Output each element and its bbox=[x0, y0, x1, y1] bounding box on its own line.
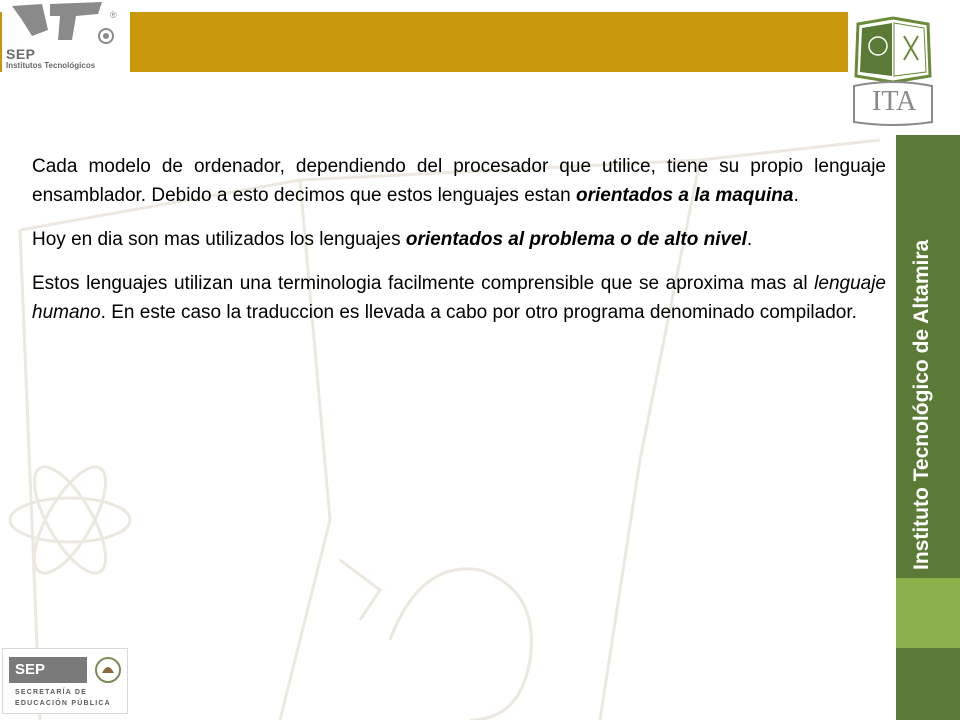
sidebar-vertical-title: Instituto Tecnológico de Altamira bbox=[910, 239, 933, 570]
header-bar bbox=[0, 12, 896, 72]
sep-footer-logo bbox=[2, 648, 128, 714]
sep-footer-line2: EDUCACIÓN PÚBLICA bbox=[15, 700, 111, 707]
paragraph-3-text: Estos lenguajes utilizan una terminologia facilmente comprensible que se aproxima mas al bbox=[32, 273, 815, 294]
paragraph-3 bbox=[32, 269, 886, 327]
sep-logo-text: SEP bbox=[6, 46, 36, 62]
paragraph-3-end: . En este caso la traduccion es llevada a cabo por otro programa denominado compilador. bbox=[100, 302, 857, 323]
paragraph-1-text: Cada modelo de ordenador, dependiendo del procesador que utilice, tiene su propio lenguaje ensamblador. Debido a esto decimos que estos lenguajes estan bbox=[32, 156, 886, 206]
paragraph-1 bbox=[32, 152, 886, 210]
paragraph-3-emphasis: lenguaje humano bbox=[32, 273, 886, 323]
paragraph-2-end: . bbox=[746, 229, 753, 250]
paragraph-1-emphasis: orientados a la maquina bbox=[575, 185, 794, 206]
paragraph-1-end: . bbox=[793, 185, 799, 206]
ita-emblem-text: ITA bbox=[872, 86, 917, 117]
sidebar-accent-block bbox=[896, 578, 960, 648]
sep-footer-line1: SECRETARÍA DE bbox=[15, 689, 87, 696]
it-logo-icon bbox=[2, 0, 130, 46]
institutos-logo-text: Institutos Tecnológicos bbox=[6, 61, 96, 70]
paragraph-2 bbox=[32, 225, 886, 254]
paragraph-2-text: Hoy en dia son mas utilizados los lenguajes bbox=[32, 229, 406, 250]
registered-mark: ® bbox=[110, 10, 117, 20]
sep-it-logo bbox=[2, 0, 130, 74]
mexico-eagle-icon bbox=[93, 655, 123, 685]
slide-body bbox=[32, 152, 886, 342]
sep-box: SEP bbox=[9, 657, 87, 683]
paragraph-2-emphasis: orientados al problema o de alto nivel bbox=[405, 229, 747, 250]
